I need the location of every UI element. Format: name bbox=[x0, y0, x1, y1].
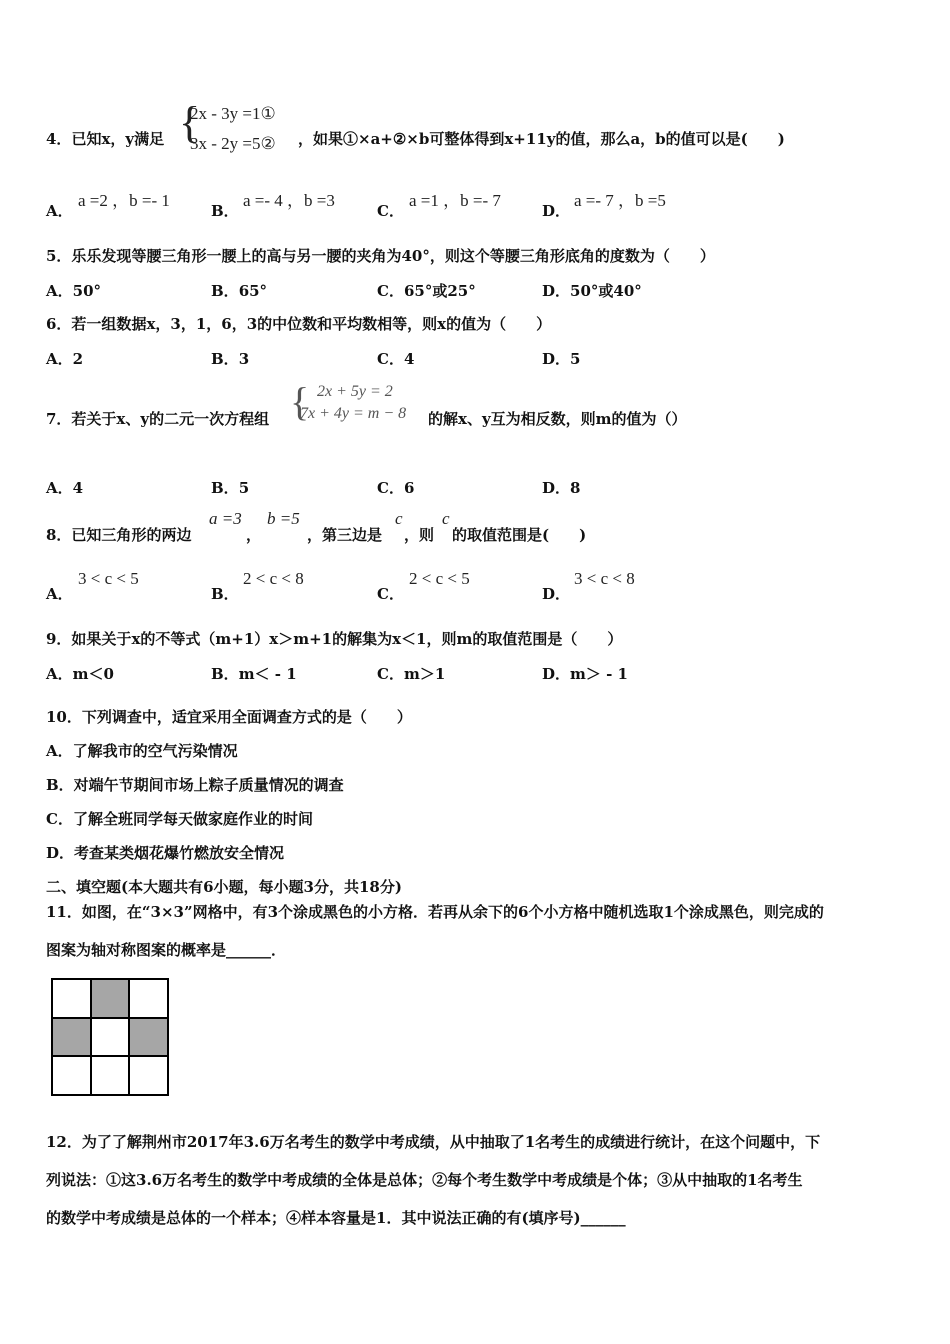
q11-line-2: 图案为轴对称图案的概率是______． bbox=[46, 941, 287, 959]
q11-line-1: 11．如图，在“3×3”网格中，有3个涂成黑色的小方格．若再从余下的6个小方格中随机选取1个涂成黑色，则完成的 bbox=[46, 903, 824, 921]
q10-option-b: B．对端午节期间市场上粽子质量情况的调查 bbox=[46, 776, 344, 794]
q4-equation-1: 2x - 3y =1① bbox=[190, 104, 276, 123]
section-heading: 二、填空题(本大题共有6小题，每小题3分，共18分) bbox=[46, 878, 402, 896]
grid-cell-empty bbox=[129, 979, 168, 1018]
q7-option-b: B．5 bbox=[211, 479, 250, 497]
q4-tail: ，如果①×a+②×b可整体得到x+11y的值，那么a，b的值可以是( ) bbox=[298, 130, 785, 148]
grid-cell-empty bbox=[129, 1056, 168, 1095]
q8-option-b: 2 < c < 8 bbox=[243, 569, 304, 588]
q7-option-a: A．4 bbox=[46, 479, 84, 497]
q7-option-d: D．8 bbox=[542, 479, 581, 497]
q6-option-c: C．4 bbox=[377, 350, 415, 368]
q4-option-c: a =1 ，b =- 7 bbox=[409, 191, 501, 210]
q5-option-d: D．50°或40° bbox=[542, 282, 642, 300]
grid-cell-empty bbox=[91, 1018, 130, 1057]
three-by-three-grid bbox=[51, 978, 169, 1096]
grid-cell-empty bbox=[52, 979, 91, 1018]
q10-option-a: A．了解我市的空气污染情况 bbox=[46, 742, 238, 760]
q8-option-d-letter: D． bbox=[542, 585, 571, 603]
q9-option-d: D．m＞ - 1 bbox=[542, 665, 628, 683]
q4-option-a-letter: A． bbox=[46, 202, 73, 220]
system-brace: { bbox=[290, 379, 310, 424]
q4-equation-2: 3x - 2y =5② bbox=[190, 134, 276, 153]
q8-comma: ， bbox=[246, 526, 262, 544]
q10-option-c: C．了解全班同学每天做家庭作业的时间 bbox=[46, 810, 313, 828]
q8-b: b =5 bbox=[267, 509, 300, 528]
q7-equation-1: 2x + 5y = 2 bbox=[317, 383, 393, 400]
q7-tail: 的解x、y互为相反数，则m的值为（） bbox=[428, 410, 687, 428]
q8-a: a =3 bbox=[209, 509, 242, 528]
q4-option-a: a =2 ，b =- 1 bbox=[78, 191, 170, 210]
q8-c2: c bbox=[442, 509, 450, 528]
grid-cell-shaded bbox=[52, 1018, 91, 1057]
q6-option-b: B．3 bbox=[211, 350, 250, 368]
q8-option-c-letter: C． bbox=[377, 585, 404, 603]
q7-lead: 7．若关于x、y的二元一次方程组 bbox=[46, 410, 270, 428]
q8-option-a-letter: A． bbox=[46, 585, 73, 603]
q6-option-d: D．5 bbox=[542, 350, 581, 368]
q12-line-1: 12．为了了解荆州市2017年3.6万名考生的数学中考成绩，从中抽取了1名考生的成绩进行统计，在这个问题中，下 bbox=[46, 1133, 821, 1151]
q4-option-c-letter: C． bbox=[377, 202, 404, 220]
q9-option-a: A．m＜0 bbox=[46, 665, 114, 683]
q5-text: 5．乐乐发现等腰三角形一腰上的高与另一腰的夹角为40°，则这个等腰三角形底角的度数为（ ） bbox=[46, 247, 715, 265]
q4-option-d: a =- 7 ，b =5 bbox=[574, 191, 666, 210]
q10-text: 10．下列调查中，适宜采用全面调查方式的是（ ） bbox=[46, 708, 412, 726]
q8-option-a: 3 < c < 5 bbox=[78, 569, 139, 588]
q8-then: ，则 bbox=[404, 526, 435, 544]
q12-line-2: 列说法：①这3.6万名考生的数学中考成绩的全体是总体；②每个考生数学中考成绩是个体；③从中抽取的1名考生 bbox=[46, 1171, 803, 1189]
q7-option-c: C．6 bbox=[377, 479, 415, 497]
q4-option-b-letter: B． bbox=[211, 202, 239, 220]
q5-option-a: A．50° bbox=[46, 282, 102, 300]
q4-option-b: a =- 4 ，b =3 bbox=[243, 191, 335, 210]
q6-option-a: A．2 bbox=[46, 350, 84, 368]
grid-cell-empty bbox=[52, 1056, 91, 1095]
q8-lead: 8．已知三角形的两边 bbox=[46, 526, 192, 544]
q4-option-d-letter: D． bbox=[542, 202, 571, 220]
grid-cell-empty bbox=[91, 1056, 130, 1095]
q6-text: 6．若一组数据x，3，1，6，3的中位数和平均数相等，则x的值为（ ） bbox=[46, 315, 552, 333]
q4-lead: 4．已知x，y满足 bbox=[46, 130, 165, 148]
q8-mid: ，第三边是 bbox=[307, 526, 383, 544]
q10-option-d: D．考查某类烟花爆竹燃放安全情况 bbox=[46, 844, 285, 862]
q7-equation-2: 7x + 4y = m − 8 bbox=[300, 405, 407, 422]
q5-option-c: C．65°或25° bbox=[377, 282, 476, 300]
q9-text: 9．如果关于x的不等式（m+1）x＞m+1的解集为x＜1，则m的取值范围是（ ） bbox=[46, 630, 623, 648]
grid-cell-shaded bbox=[91, 979, 130, 1018]
q8-option-c: 2 < c < 5 bbox=[409, 569, 470, 588]
system-brace: { bbox=[179, 98, 201, 147]
q9-option-b: B．m＜ - 1 bbox=[211, 665, 297, 683]
q5-option-b: B．65° bbox=[211, 282, 268, 300]
q8-option-b-letter: B． bbox=[211, 585, 239, 603]
q9-option-c: C．m＞1 bbox=[377, 665, 446, 683]
q8-c1: c bbox=[395, 509, 403, 528]
q12-line-3: 的数学中考成绩是总体的一个样本；④样本容量是1．其中说法正确的有(填序号)______ bbox=[46, 1209, 626, 1227]
q8-tail: 的取值范围是( ) bbox=[452, 526, 587, 544]
q8-option-d: 3 < c < 8 bbox=[574, 569, 635, 588]
grid-cell-shaded bbox=[129, 1018, 168, 1057]
